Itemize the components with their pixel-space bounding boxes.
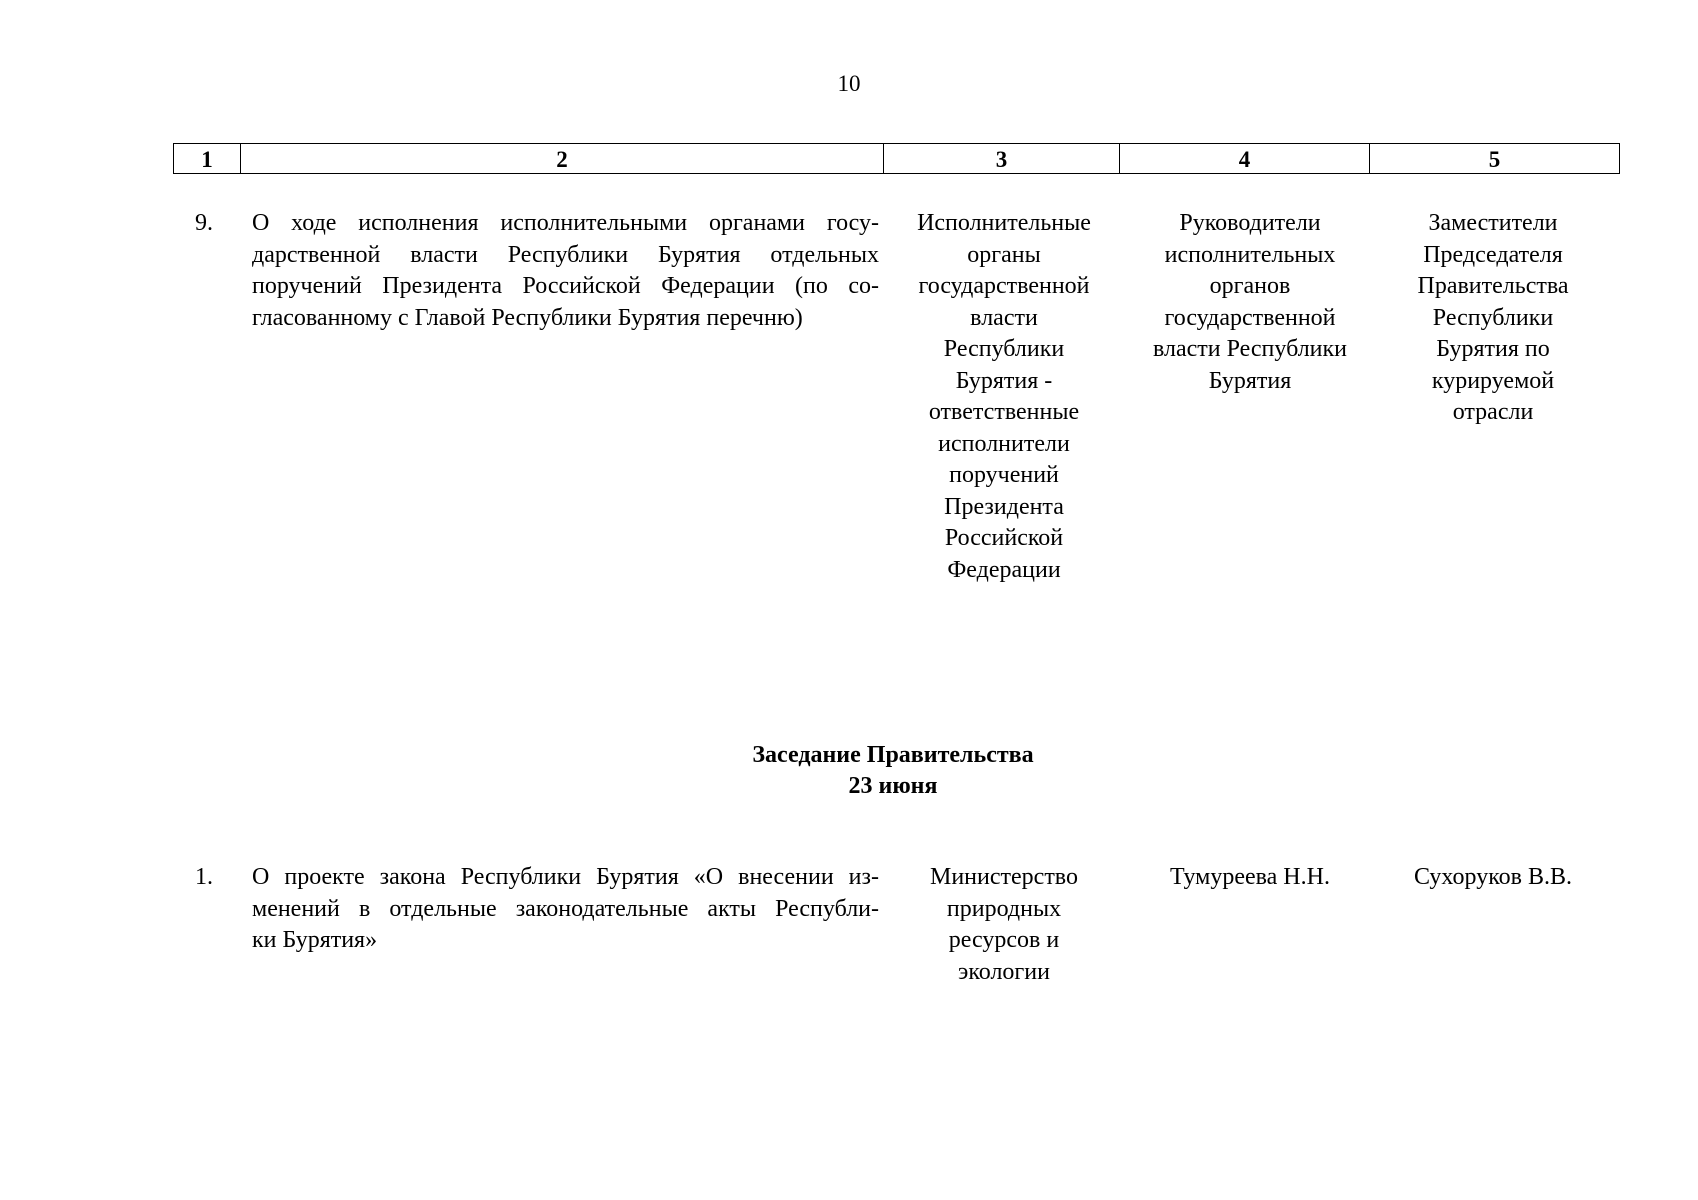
item-responsible: [889, 208, 1119, 586]
speaker-line: исполнительных: [1164, 241, 1336, 268]
curator-line: Заместители: [1428, 210, 1558, 236]
description-line: поручений Президента Российской Федерации (по со-: [252, 273, 879, 299]
responsible-line: Республики: [943, 336, 1065, 362]
curator-line: Бурятия по: [1436, 336, 1550, 362]
section-date: 23 июня: [848, 773, 938, 799]
responsible-line: исполнители: [938, 430, 1070, 457]
responsible-line: Федерации: [947, 556, 1061, 583]
responsible-line: поручений: [949, 462, 1059, 488]
responsible-line: Российской: [944, 525, 1064, 551]
item-responsible: [889, 862, 1119, 988]
item-number: 9.: [195, 210, 213, 236]
column-number-4: 4: [1120, 144, 1370, 174]
curator-line: отрасли: [1452, 399, 1534, 425]
description-line: О ходе исполнения исполнительными органами госу-: [252, 210, 879, 236]
item-curator: [1373, 862, 1613, 894]
section-heading: [0, 740, 1698, 802]
speaker-line: Руководители: [1179, 210, 1321, 236]
curator-line: Правительства: [1417, 273, 1569, 299]
responsible-line: Министерство: [930, 864, 1078, 890]
section-title: Заседание Правительства: [752, 742, 1034, 768]
description-line: О проекте закона Республики Бурятия «О внесении из-: [252, 864, 879, 890]
responsible-line: экологии: [958, 958, 1050, 985]
responsible-line: Бурятия -: [955, 367, 1053, 394]
item-number: 1.: [195, 864, 213, 890]
item-description: [252, 208, 879, 334]
column-number-1: 1: [174, 144, 241, 174]
curator-line: Республики: [1432, 304, 1554, 331]
table-column-header: [173, 143, 1620, 174]
responsible-line: власти: [970, 304, 1038, 331]
speaker-line: органов: [1209, 273, 1291, 299]
responsible-line: природных: [946, 895, 1062, 922]
curator-line: курируемой: [1431, 367, 1555, 394]
item-curator: [1373, 208, 1613, 429]
curator-line: Председателя: [1423, 241, 1563, 268]
column-number-5: 5: [1370, 144, 1620, 174]
responsible-line: Президента: [944, 493, 1064, 520]
speaker-line: Бурятия: [1208, 367, 1292, 394]
responsible-line: ресурсов и: [948, 927, 1060, 953]
responsible-line: органы: [967, 241, 1041, 268]
description-line: дарственной власти Республики Бурятия отдельных: [252, 241, 879, 268]
description-line: гласованному с Главой Республики Бурятия перечню): [252, 304, 803, 331]
item-speaker: [1130, 208, 1370, 397]
description-line: менений в отдельные законодательные акты Республи-: [252, 895, 879, 922]
responsible-line: ответственные: [928, 399, 1080, 425]
description-line: ки Бурятия»: [252, 927, 378, 953]
responsible-line: Исполнительные: [917, 210, 1091, 236]
speaker-line: Тумуреева Н.Н.: [1170, 864, 1330, 890]
responsible-line: государственной: [918, 273, 1090, 299]
column-number-2: 2: [241, 144, 884, 174]
speaker-line: власти Республики: [1152, 336, 1348, 362]
column-number-3: 3: [884, 144, 1120, 174]
item-speaker: [1130, 862, 1370, 894]
curator-line: Сухоруков В.В.: [1414, 864, 1572, 890]
speaker-line: государственной: [1164, 304, 1336, 331]
page-number: 10: [837, 71, 861, 96]
item-description: [252, 862, 879, 957]
